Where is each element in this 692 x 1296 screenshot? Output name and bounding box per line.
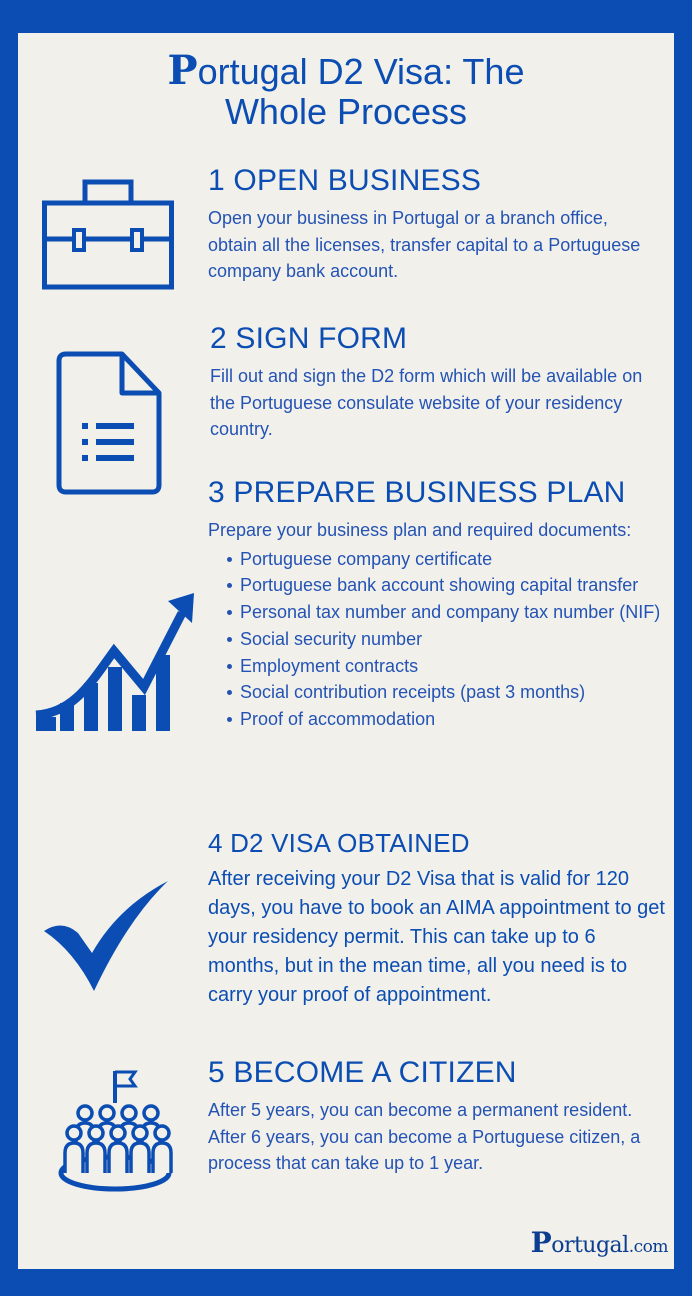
- logo-ornate-letter: P: [530, 1226, 552, 1259]
- list-item: Portuguese company certificate: [240, 546, 668, 573]
- step-3-heading: 3 PREPARE BUSINESS PLAN: [208, 476, 626, 509]
- page-title: [18, 47, 674, 132]
- list-item: Personal tax number and company tax number (NIF): [240, 599, 668, 626]
- step-1-text: Open your business in Portugal or a branch office, obtain all the licenses, transfer capital to a Portuguese company bank account.: [208, 208, 641, 281]
- required-documents-list: [208, 546, 668, 734]
- step-5: [208, 1055, 658, 1177]
- checkmark-icon: [44, 879, 172, 993]
- community-flag-icon: [56, 1069, 174, 1193]
- title-ornate-letter: P: [167, 47, 198, 94]
- step-4-text: After receiving your D2 Visa that is valid for 120 days, you have to book an AIMA appointment to get your residency permit. This can take up to 6 months, but in the mean time, all you need is to carry your proof of appointment.: [208, 868, 665, 1006]
- briefcase-icon: [42, 179, 174, 291]
- title-line-2: Whole Process: [224, 91, 468, 132]
- step-2-heading: 2 SIGN FORM: [210, 322, 408, 355]
- logo-word: ortugal: [551, 1233, 629, 1258]
- step-1: [208, 163, 658, 285]
- step-1-heading: 1 OPEN BUSINESS: [208, 164, 482, 197]
- step-5-text: After 5 years, you can become a permanent resident. After 6 years, you can become a Portuguese citizen, a process that can take up to 1 year.: [208, 1100, 641, 1173]
- step-3-text: Prepare your business plan and required documents:: [208, 520, 632, 540]
- step-2: [210, 321, 660, 443]
- step-5-heading: 5 BECOME A CITIZEN: [208, 1056, 517, 1089]
- step-4-heading: 4 D2 VISA OBTAINED: [208, 828, 470, 858]
- list-item: Social contribution receipts (past 3 months): [240, 679, 668, 706]
- title-line-1: Portugal D2 Visa: The: [167, 47, 525, 94]
- list-item: Proof of accommodation: [240, 706, 668, 733]
- step-4: [208, 827, 668, 1010]
- step-2-text: Fill out and sign the D2 form which will be available on the Portuguese consulate website of your residency country.: [210, 366, 643, 439]
- infographic-page: [18, 33, 674, 1269]
- portugal-com-logo: [531, 1226, 668, 1259]
- list-item: Social security number: [240, 626, 668, 653]
- logo-domain: .com: [628, 1237, 668, 1257]
- growth-chart-icon: [34, 593, 196, 733]
- document-list-icon: [56, 351, 164, 495]
- list-item: Employment contracts: [240, 653, 668, 680]
- list-item: Portuguese bank account showing capital transfer: [240, 572, 668, 599]
- step-3: [208, 475, 668, 733]
